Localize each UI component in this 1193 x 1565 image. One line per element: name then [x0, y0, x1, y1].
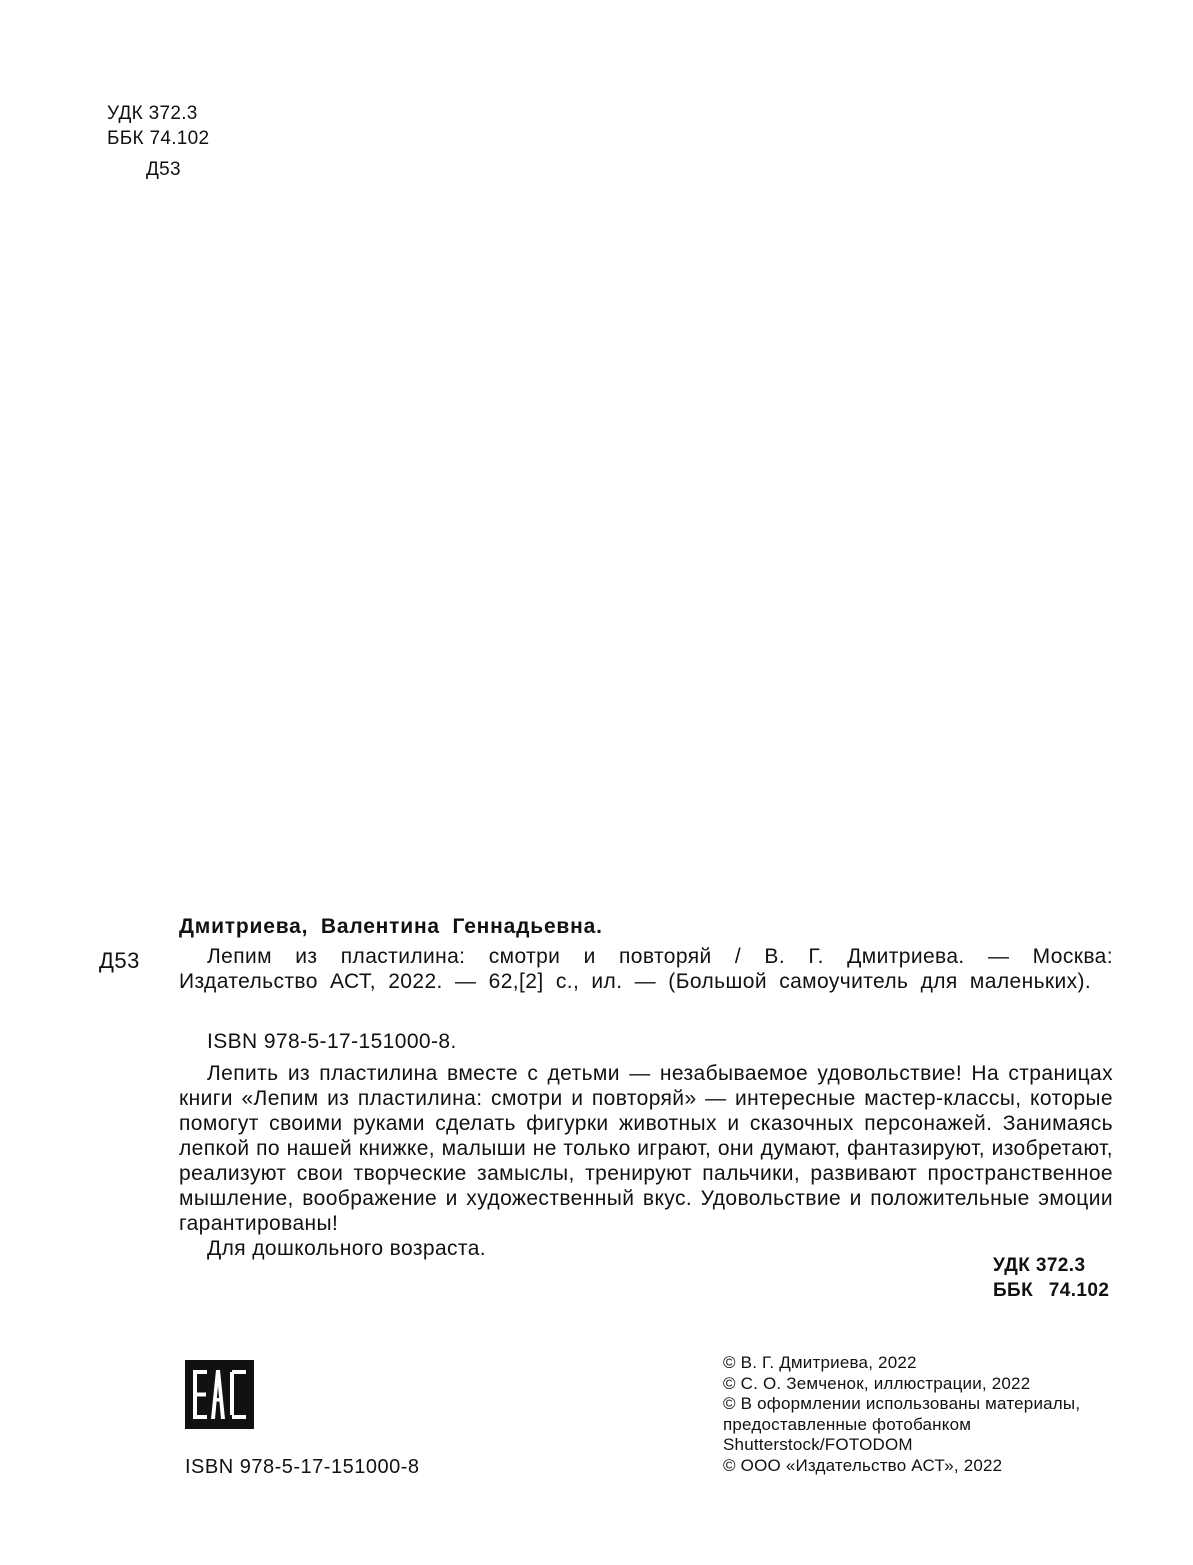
- card-bibliographic-description: [179, 944, 1113, 994]
- copyright-line: © ООО «Издательство АСТ», 2022: [723, 1455, 1003, 1475]
- copyright-line: © В. Г. Дмитриева, 2022: [723, 1353, 917, 1372]
- top-bbk-code: ББК 74.102: [107, 128, 210, 149]
- card-title-paragraph: Лепим из пластилина: смотри и повторяй / В. Г. Дмитриева. — Москва: Издательство АСТ, 2022. — 62,[2] с., ил. — (Большой самоучитель для маленьких).: [179, 945, 1113, 993]
- copyright-line: © В оформлении использованы материалы,: [723, 1394, 1081, 1413]
- card-udk-code: УДК 372.3: [993, 1255, 1086, 1276]
- card-author-heading: Дмитриева, Валентина Геннадьевна.: [179, 915, 603, 938]
- card-isbn-line: ISBN 978-5-17-151000-8.: [207, 1030, 457, 1053]
- copyright-block: [723, 1353, 1133, 1476]
- copyright-line: Shutterstock/FOTODOM: [723, 1435, 913, 1454]
- top-author-code: Д53: [146, 159, 181, 180]
- card-isbn-block: [179, 1029, 1113, 1054]
- bottom-isbn: ISBN 978-5-17-151000-8: [185, 1456, 420, 1478]
- card-audience-line: Для дошкольного возраста.: [207, 1237, 487, 1260]
- copyright-line: предоставленные фотобанком: [723, 1414, 972, 1434]
- card-annotation-paragraph: Лепить из пластилина вместе с детьми — незабываемое удовольствие! На страницах книги «Лепим из пластилина: смотри и повторяй» — интересные мастер-классы, которые помогут своими руками сделать фигурки животных и сказочных персонажей. Занимаясь лепкой по нашей книжке, малыши не только играют, они думают, фантазируют, изобретают, реализуют свои творческие замыслы, тренируют пальчики, развивают пространственное мышление, воображение и художественный вкус. Удовольствие и положительные эмоции гарантированы!: [179, 1062, 1113, 1235]
- top-udk-code: УДК 372.3: [107, 103, 198, 124]
- card-margin-author-code: Д53: [99, 948, 140, 973]
- card-annotation-block: [179, 1061, 1113, 1261]
- eac-conformity-mark-icon: [185, 1360, 254, 1429]
- copyright-line: © С. О. Земченок, иллюстрации, 2022: [723, 1373, 1031, 1393]
- card-bbk-code: ББК 74.102: [993, 1280, 1110, 1301]
